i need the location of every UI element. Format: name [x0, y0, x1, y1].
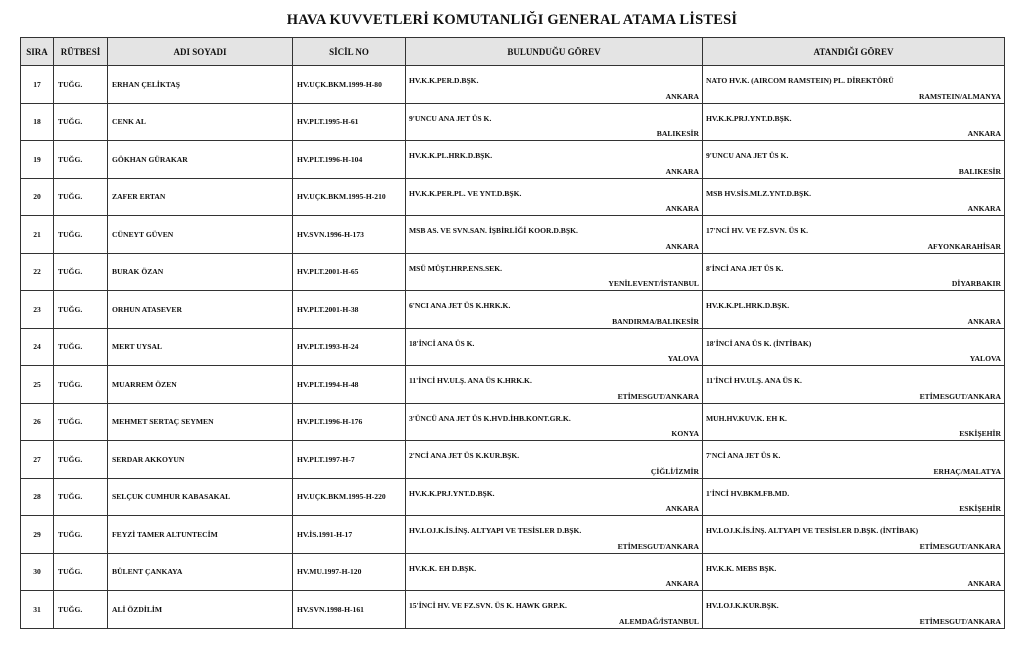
current-duty-city: ANKARA	[665, 579, 699, 588]
cell-name: CÜNEYT GÜVEN	[108, 216, 293, 254]
cell-sira: 27	[21, 441, 54, 479]
table-row	[21, 141, 1005, 179]
cell-assigned-duty	[703, 216, 1005, 254]
assigned-duty-city: ETİMESGUT/ANKARA	[919, 541, 1001, 551]
cell-name: BURAK ÖZAN	[108, 253, 293, 291]
current-duty-title: HV.K.K.PER.D.BŞK.	[409, 76, 479, 85]
current-duty-city: KONYA	[671, 429, 699, 438]
current-duty-title: HV.K.K.PRJ.YNT.D.BŞK.	[409, 488, 495, 498]
table-row	[21, 516, 1005, 554]
cell-sicil: HV.SVN.1998-H-161	[293, 591, 406, 629]
cell-assigned-duty	[703, 141, 1005, 179]
assigned-duty-city: ERHAÇ/MALATYA	[933, 466, 1001, 476]
cell-assigned-duty	[703, 253, 1005, 291]
cell-sicil: HV.PLT.1996-H-104	[293, 141, 406, 179]
assigned-duty-title: 18'İNCİ ANA ÜS K. (İNTİBAK)	[706, 338, 812, 348]
cell-sicil: HV.SVN.1996-H-173	[293, 216, 406, 254]
assigned-duty-city: ANKARA	[967, 316, 1001, 326]
table-body	[21, 66, 1005, 629]
cell-sira: 24	[21, 328, 54, 366]
cell-sicil: HV.PLT.2001-H-38	[293, 291, 406, 329]
cell-current-duty	[406, 478, 703, 516]
assigned-duty-title: 8'İNCİ ANA JET ÜS K.	[706, 263, 784, 273]
cell-rutbe: TUĞG.	[54, 403, 108, 441]
header-sicil: SİCİL NO	[293, 38, 406, 66]
cell-assigned-duty	[703, 516, 1005, 554]
cell-name: CENK AL	[108, 103, 293, 141]
cell-current-duty	[406, 441, 703, 479]
cell-sira: 28	[21, 478, 54, 516]
assigned-duty-city: ANKARA	[967, 129, 1001, 138]
cell-sira: 31	[21, 591, 54, 629]
table-row	[21, 366, 1005, 404]
table-row	[21, 216, 1005, 254]
cell-sicil: HV.İS.1991-H-17	[293, 516, 406, 554]
current-duty-title: 3'ÜNCÜ ANA JET ÜS K.HVD.İHB.KONT.GR.K.	[409, 413, 571, 423]
cell-rutbe: TUĞG.	[54, 291, 108, 329]
current-duty-city: YENİLEVENT/İSTANBUL	[608, 279, 699, 288]
cell-name: MEHMET SERTAÇ SEYMEN	[108, 403, 293, 441]
current-duty-city: ANKARA	[665, 166, 699, 176]
current-duty-title: HV.K.K.PL.HRK.D.BŞK.	[409, 151, 493, 160]
current-duty-city: ANKARA	[665, 204, 699, 213]
current-duty-title: MSÜ MÜŞT.HRP.ENS.SEK.	[409, 263, 503, 273]
cell-sicil: HV.PLT.2001-H-65	[293, 253, 406, 291]
cell-assigned-duty	[703, 366, 1005, 404]
assigned-duty-city: ESKİŞEHİR	[959, 429, 1001, 438]
current-duty-title: MSB AS. VE SVN.SAN. İŞBİRLİĞİ KOOR.D.BŞK.	[409, 226, 578, 235]
cell-name: ERHAN ÇELİKTAŞ	[108, 66, 293, 104]
assigned-duty-city: YALOVA	[969, 354, 1001, 363]
cell-sira: 19	[21, 141, 54, 179]
cell-name: MUARREM ÖZEN	[108, 366, 293, 404]
cell-assigned-duty	[703, 403, 1005, 441]
cell-current-duty	[406, 103, 703, 141]
current-duty-city: ANKARA	[665, 241, 699, 251]
cell-sicil: HV.PLT.1997-H-7	[293, 441, 406, 479]
cell-assigned-duty	[703, 441, 1005, 479]
cell-current-duty	[406, 66, 703, 104]
table-row	[21, 66, 1005, 104]
cell-rutbe: TUĞG.	[54, 216, 108, 254]
assigned-duty-title: HV.K.K.PL.HRK.D.BŞK.	[706, 301, 790, 310]
current-duty-title: HV.LOJ.K.İS.İNŞ. ALTYAPI VE TESİSLER D.BŞK.	[409, 526, 582, 535]
assigned-duty-title: MSB HV.SİS.MLZ.YNT.D.BŞK.	[706, 188, 812, 198]
cell-current-duty	[406, 291, 703, 329]
current-duty-title: HV.K.K. EH D.BŞK.	[409, 563, 477, 573]
cell-assigned-duty	[703, 553, 1005, 591]
assigned-duty-city: BALIKESİR	[958, 166, 1001, 176]
assigned-duty-title: 17'NCİ HV. VE FZ.SVN. ÜS K.	[706, 226, 809, 235]
cell-sicil: HV.UÇK.BKM.1999-H-80	[293, 66, 406, 104]
table-row	[21, 291, 1005, 329]
cell-rutbe: TUĞG.	[54, 66, 108, 104]
cell-rutbe: TUĞG.	[54, 553, 108, 591]
table-row	[21, 253, 1005, 291]
cell-current-duty	[406, 591, 703, 629]
cell-current-duty	[406, 328, 703, 366]
assigned-duty-title: 1'İNCİ HV.BKM.FB.MD.	[706, 488, 790, 498]
assigned-duty-city: ESKİŞEHİR	[959, 504, 1001, 513]
cell-assigned-duty	[703, 66, 1005, 104]
cell-rutbe: TUĞG.	[54, 328, 108, 366]
cell-sicil: HV.PLT.1994-H-48	[293, 366, 406, 404]
cell-name: FEYZİ TAMER ALTUNTECİM	[108, 516, 293, 554]
cell-sira: 20	[21, 178, 54, 216]
cell-sicil: HV.PLT.1996-H-176	[293, 403, 406, 441]
cell-name: BÜLENT ÇANKAYA	[108, 553, 293, 591]
assignment-table	[20, 37, 1005, 629]
cell-rutbe: TUĞG.	[54, 516, 108, 554]
current-duty-title: 15'İNCİ HV. VE FZ.SVN. ÜS K. HAWK GRP.K.	[409, 601, 567, 610]
current-duty-city: ETİMESGUT/ANKARA	[617, 391, 699, 401]
assigned-duty-title: 9'UNCU ANA JET ÜS K.	[706, 151, 789, 160]
cell-rutbe: TUĞG.	[54, 366, 108, 404]
cell-sira: 21	[21, 216, 54, 254]
cell-name: SERDAR AKKOYUN	[108, 441, 293, 479]
assigned-duty-title: HV.LOJ.K.İS.İNŞ. ALTYAPI VE TESİSLER D.BŞK. (İNTİBAK)	[706, 526, 919, 535]
cell-current-duty	[406, 553, 703, 591]
cell-sira: 30	[21, 553, 54, 591]
table-row	[21, 591, 1005, 629]
table-row	[21, 328, 1005, 366]
assigned-duty-city: AFYONKARAHİSAR	[927, 241, 1001, 251]
header-bulundugu: BULUNDUĞU GÖREV	[406, 38, 703, 66]
cell-current-duty	[406, 216, 703, 254]
cell-rutbe: TUĞG.	[54, 178, 108, 216]
cell-sira: 29	[21, 516, 54, 554]
cell-assigned-duty	[703, 478, 1005, 516]
current-duty-city: BALIKESİR	[656, 129, 699, 138]
current-duty-title: 6'NCI ANA JET ÜS K.HRK.K.	[409, 301, 511, 310]
cell-assigned-duty	[703, 328, 1005, 366]
assigned-duty-city: ETİMESGUT/ANKARA	[919, 616, 1001, 626]
cell-current-duty	[406, 516, 703, 554]
cell-current-duty	[406, 178, 703, 216]
current-duty-title: HV.K.K.PER.PL. VE YNT.D.BŞK.	[409, 188, 522, 198]
assigned-duty-title: MUH.HV.KUV.K. EH K.	[706, 413, 787, 423]
cell-sicil: HV.UÇK.BKM.1995-H-220	[293, 478, 406, 516]
current-duty-title: 2'NCİ ANA JET ÜS K.KUR.BŞK.	[409, 451, 520, 460]
header-atandigi: ATANDIĞI GÖREV	[703, 38, 1005, 66]
assigned-duty-title: HV.LOJ.K.KUR.BŞK.	[706, 601, 779, 610]
cell-current-duty	[406, 141, 703, 179]
assigned-duty-city: DİYARBAKIR	[951, 279, 1001, 288]
table-row	[21, 441, 1005, 479]
cell-assigned-duty	[703, 291, 1005, 329]
cell-rutbe: TUĞG.	[54, 478, 108, 516]
current-duty-city: YALOVA	[667, 354, 699, 363]
cell-sira: 25	[21, 366, 54, 404]
cell-name: ALİ ÖZDİLİM	[108, 591, 293, 629]
current-duty-city: BANDIRMA/BALIKESİR	[612, 316, 699, 326]
assigned-duty-city: ETİMESGUT/ANKARA	[919, 391, 1001, 401]
current-duty-city: ETİMESGUT/ANKARA	[617, 541, 699, 551]
cell-name: GÖKHAN GÜRAKAR	[108, 141, 293, 179]
table-header-row	[21, 38, 1005, 66]
assigned-duty-title: 11'İNCİ HV.ULŞ. ANA ÜS K.	[706, 376, 802, 385]
cell-name: ORHUN ATASEVER	[108, 291, 293, 329]
cell-sira: 17	[21, 66, 54, 104]
cell-name: ZAFER ERTAN	[108, 178, 293, 216]
table-row	[21, 103, 1005, 141]
header-rutbe: RÜTBESİ	[54, 38, 108, 66]
cell-rutbe: TUĞG.	[54, 103, 108, 141]
cell-current-duty	[406, 366, 703, 404]
cell-current-duty	[406, 403, 703, 441]
cell-sicil: HV.MU.1997-H-120	[293, 553, 406, 591]
cell-rutbe: TUĞG.	[54, 591, 108, 629]
current-duty-city: ANKARA	[665, 504, 699, 513]
cell-name: SELÇUK CUMHUR KABASAKAL	[108, 478, 293, 516]
current-duty-title: 11'İNCİ HV.ULŞ. ANA ÜS K.HRK.K.	[409, 376, 532, 385]
table-row	[21, 403, 1005, 441]
cell-sira: 22	[21, 253, 54, 291]
assigned-duty-title: HV.K.K. MEBS BŞK.	[706, 563, 777, 573]
cell-sicil: HV.PLT.1995-H-61	[293, 103, 406, 141]
current-duty-city: ÇİĞLİ/İZMİR	[650, 466, 699, 476]
cell-assigned-duty	[703, 591, 1005, 629]
cell-assigned-duty	[703, 103, 1005, 141]
cell-current-duty	[406, 253, 703, 291]
assigned-duty-title: 7'NCİ ANA JET ÜS K.	[706, 451, 781, 460]
header-ad: ADI SOYADI	[108, 38, 293, 66]
assigned-duty-city: ANKARA	[967, 579, 1001, 588]
table-row	[21, 553, 1005, 591]
current-duty-city: ANKARA	[665, 91, 699, 101]
table-row	[21, 478, 1005, 516]
assigned-duty-city: RAMSTEIN/ALMANYA	[919, 91, 1001, 101]
assigned-duty-city: ANKARA	[967, 204, 1001, 213]
current-duty-title: 18'İNCİ ANA ÜS K.	[409, 338, 475, 348]
cell-sicil: HV.UÇK.BKM.1995-H-210	[293, 178, 406, 216]
cell-name: MERT UYSAL	[108, 328, 293, 366]
cell-sira: 18	[21, 103, 54, 141]
cell-sicil: HV.PLT.1993-H-24	[293, 328, 406, 366]
cell-rutbe: TUĞG.	[54, 141, 108, 179]
assigned-duty-title: NATO HV.K. (AIRCOM RAMSTEIN) PL. DİREKTÖRÜ	[706, 76, 894, 85]
page-title: HAVA KUVVETLERİ KOMUTANLIĞI GENERAL ATAMA LİSTESİ	[286, 12, 738, 28]
current-duty-city: ALEMDAĞ/İSTANBUL	[618, 616, 699, 626]
table-row	[21, 178, 1005, 216]
cell-assigned-duty	[703, 178, 1005, 216]
header-sira: SIRA	[21, 38, 54, 66]
cell-sira: 26	[21, 403, 54, 441]
current-duty-title: 9'UNCU ANA JET ÜS K.	[409, 113, 492, 123]
assigned-duty-title: HV.K.K.PRJ.YNT.D.BŞK.	[706, 113, 792, 123]
cell-rutbe: TUĞG.	[54, 441, 108, 479]
cell-rutbe: TUĞG.	[54, 253, 108, 291]
cell-sira: 23	[21, 291, 54, 329]
